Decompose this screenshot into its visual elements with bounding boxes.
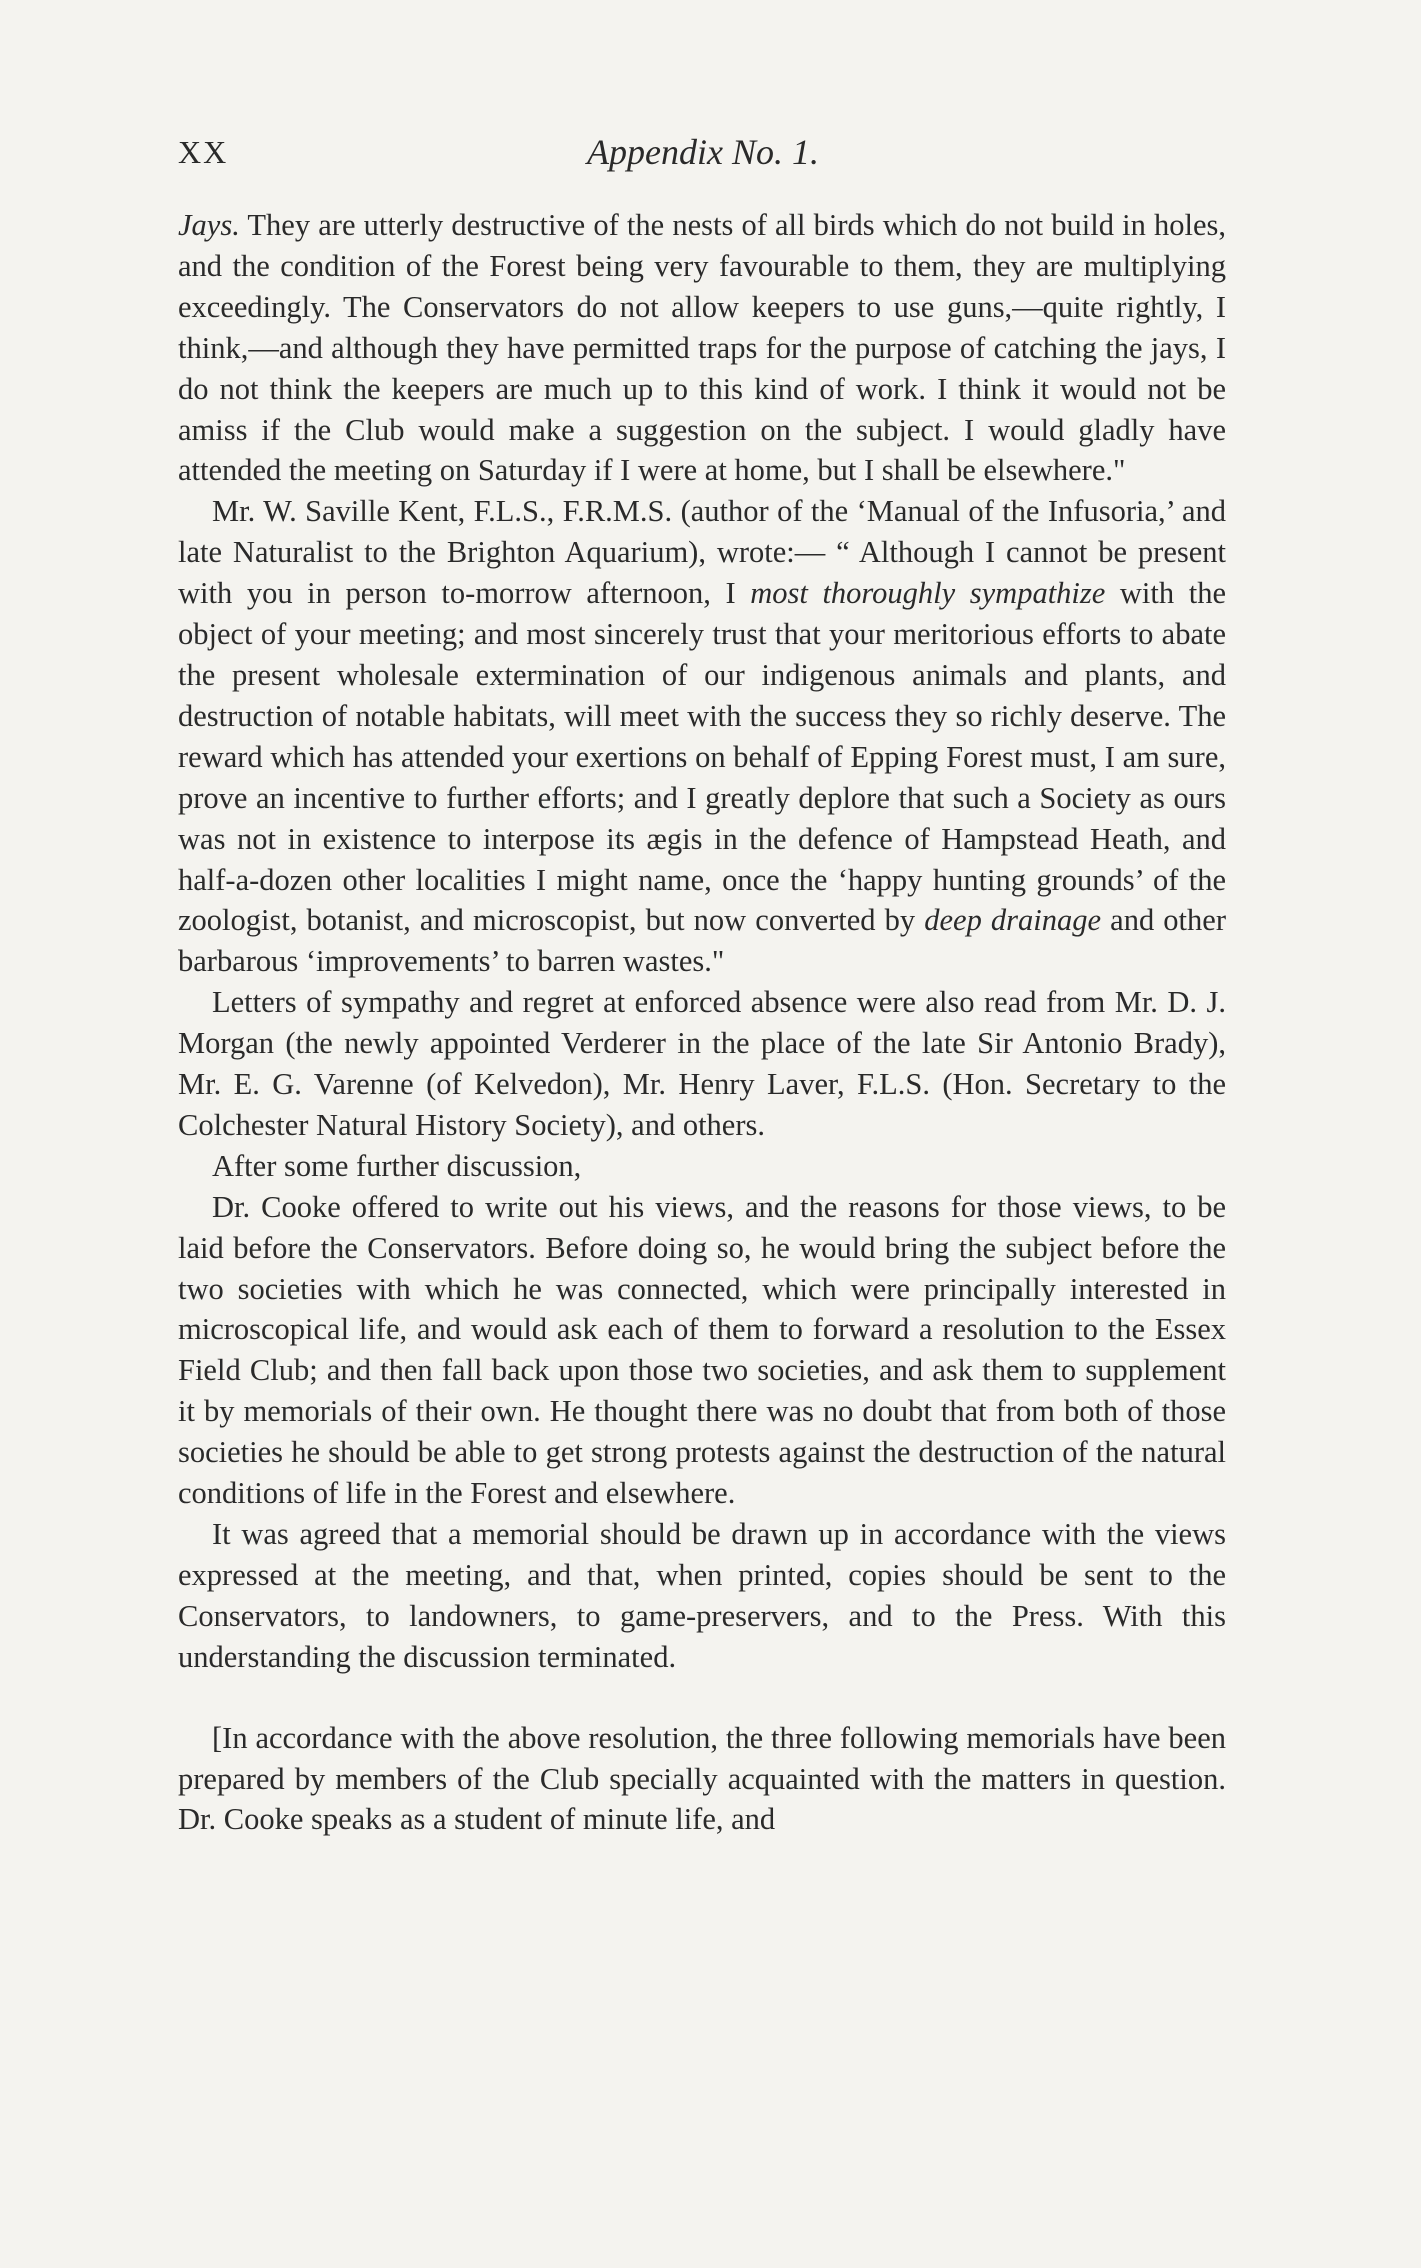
jays-heading: Jays. <box>178 208 240 242</box>
paragraph-kent-letter <box>178 491 1226 982</box>
kent-italic-deep-drainage: deep drainage <box>924 903 1102 938</box>
paragraph-dr-cooke: Dr. Cooke offered to write out his views, and the reasons for those views, to be laid before the Conservators. Before doing so, he would bring the subject before the two societies with which he was connected, which were principally interested in microscopical life, and would ask each of them to forward a resolution to the Essex Field Club; and then fall back upon those two societies, and ask them to supplement it by memorials of their own. He thought there was no doubt that from both of those societies he should be able to get strong protests against the destruction of the natural conditions of life in the Forest and elsewhere. <box>178 1189 1226 1511</box>
paragraph-accordance: [In accordance with the above resolution, the three following memorials have been prepared by members of the Club specially acquainted with the matters in question. Dr. Cooke speaks as a student of minute life, and <box>178 1720 1226 1837</box>
jays-text: They are utterly destructive of the nests of all birds which do not build in holes, and the condition of the Forest being very favourable to them, they are multiplying exceedingly. The Conservators do not allow keepers to use guns,—quite rightly, I think,—and although they have permitted traps for the purpose of catching the jays, I do not think the keepers are much up to this kind of work. I think it would not be amiss if the Club would make a suggestion on the subject. I would gladly have attended the meeting on Saturday if I were at home, but I shall be elsewhere." <box>178 208 1226 488</box>
running-head: Appendix No. 1. <box>587 132 819 172</box>
paragraph-letters-of-sympathy: Letters of sympathy and regret at enforced absence were also read from Mr. D. J. Morgan (the newly appointed Verderer in the place of the late Sir Antonio Brady), Mr. E. G. Varenne (of Kelvedon), Mr. Henry Laver, F.L.S. (Hon. Secretary to the Colchester Natural History Society), and others. <box>178 985 1226 1142</box>
page-number: XX <box>178 134 229 170</box>
body-text <box>178 205 1226 1840</box>
paragraph-jays <box>178 205 1226 491</box>
page-header <box>178 128 1228 178</box>
paragraph-memorial-agreed: It was agreed that a memorial should be drawn up in accordance with the views expressed at the meeting, and that, when printed, copies should be sent to the Conservators, to landowners, to game-preservers, and to the Press. With this understanding the discussion terminated. <box>178 1517 1226 1674</box>
kent-italic-phrase: most thoroughly sympathize <box>750 576 1106 611</box>
kent-letter-closing: and other barbarous ‘improvements’ to barren wastes." <box>178 903 1226 979</box>
kent-intro-text: Mr. W. Saville Kent, F.L.S., F.R.M.S. (author of the ‘Manual of the Infusoria,’ and late Naturalist to the Brighton Aquarium), wrote:— “ Although I cannot be present with you in person to-morrow afternoon, I <box>178 494 1226 611</box>
paragraph-further-discussion: After some further discussion, <box>212 1148 582 1183</box>
kent-letter-text: with the object of your meeting; and most sincerely trust that your meritorious efforts to abate the present wholesale extermination of our indigenous animals and plants, and destruction of notable habitats, will meet with the success they so richly deserve. The reward which has attended your exertions on behalf of Epping Forest must, I am sure, prove an incentive to further efforts; and I greatly deplore that such a Society as ours was not in existence to interpose its ægis in the defence of Hampstead Heath, and half-a-dozen other localities I might name, once the ‘happy hunting grounds’ of the zoologist, botanist, and microscopist, but now converted by <box>178 576 1226 938</box>
